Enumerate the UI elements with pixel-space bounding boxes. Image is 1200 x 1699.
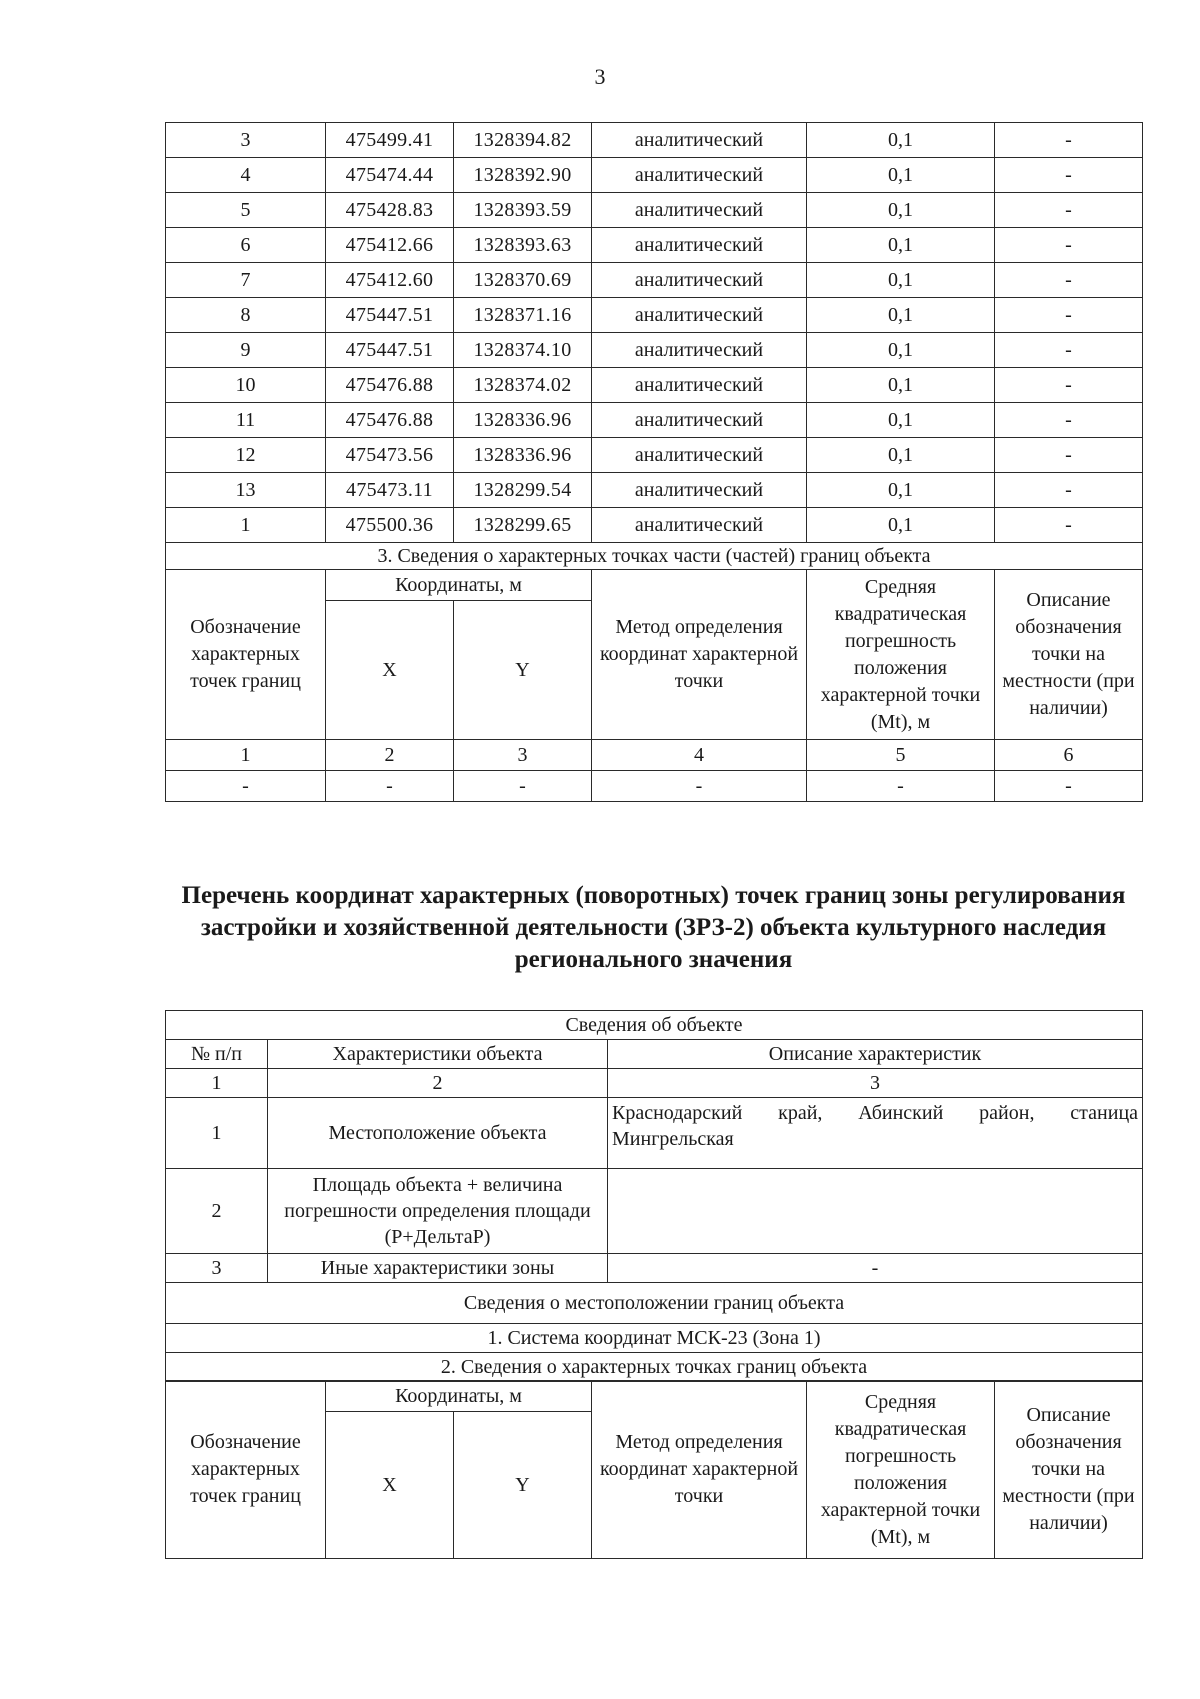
coord-y: 1328336.96 xyxy=(454,438,592,473)
point-description: - xyxy=(995,158,1143,193)
point-description: - xyxy=(995,123,1143,158)
dash-cell: - xyxy=(807,771,995,802)
col-num-header: № п/п xyxy=(166,1040,268,1069)
mt-value: 0,1 xyxy=(807,333,995,368)
method: аналитический xyxy=(592,298,807,333)
header-error: Средняя квадратическая погрешность положения характерной точки (Mt), м xyxy=(807,570,995,740)
location-title-row xyxy=(166,1283,1143,1324)
mt-value: 0,1 xyxy=(807,193,995,228)
point-number: 11 xyxy=(166,403,326,438)
header-designation: Обозначение характерных точек границ xyxy=(166,1381,326,1559)
coord-y: 1328299.65 xyxy=(454,508,592,543)
method: аналитический xyxy=(592,508,807,543)
mt-value: 0,1 xyxy=(807,158,995,193)
point-number: 9 xyxy=(166,333,326,368)
row-characteristic: Местоположение объекта xyxy=(268,1098,608,1169)
section-heading: Перечень координат характерных (поворотных) точек границ зоны регулирования застройки и хозяйственной деятельности (ЗРЗ-2) объекта культурного наследия регионального значения xyxy=(181,882,1126,973)
coord-x: 475447.51 xyxy=(326,298,454,333)
index-cell: 6 xyxy=(995,740,1143,771)
method: аналитический xyxy=(592,228,807,263)
points-title-row xyxy=(166,1353,1143,1382)
dash-cell: - xyxy=(592,771,807,802)
coord-x: 475476.88 xyxy=(326,368,454,403)
index-cell: 5 xyxy=(807,740,995,771)
table-row xyxy=(166,333,1143,368)
table-row xyxy=(166,368,1143,403)
coord-x: 475476.88 xyxy=(326,403,454,438)
coord-y: 1328394.82 xyxy=(454,123,592,158)
object-index-row xyxy=(166,1069,1143,1098)
index-cell: 3 xyxy=(608,1069,1143,1098)
mt-value: 0,1 xyxy=(807,438,995,473)
points-header-table xyxy=(165,1380,1143,1559)
header-method: Метод определения координат характерной точки xyxy=(592,1381,807,1559)
mt-value: 0,1 xyxy=(807,263,995,298)
point-description: - xyxy=(995,368,1143,403)
coord-y: 1328371.16 xyxy=(454,298,592,333)
row-number: 1 xyxy=(166,1098,268,1169)
coord-x: 475473.56 xyxy=(326,438,454,473)
dash-cell: - xyxy=(166,771,326,802)
mt-value: 0,1 xyxy=(807,403,995,438)
coord-y: 1328393.59 xyxy=(454,193,592,228)
point-description: - xyxy=(995,403,1143,438)
row-characteristic: Площадь объекта + величина погрешности определения площади (P+ДельтаP) xyxy=(268,1169,608,1254)
header-method: Метод определения координат характерной точки xyxy=(592,570,807,740)
header-y: Y xyxy=(454,601,592,740)
coord-y: 1328374.10 xyxy=(454,333,592,368)
table-row xyxy=(166,158,1143,193)
point-description: - xyxy=(995,333,1143,368)
method: аналитический xyxy=(592,368,807,403)
table-row xyxy=(166,298,1143,333)
point-description: - xyxy=(995,263,1143,298)
mt-value: 0,1 xyxy=(807,473,995,508)
coord-x: 475412.60 xyxy=(326,263,454,298)
row-description: - xyxy=(608,1254,1143,1283)
point-number: 12 xyxy=(166,438,326,473)
point-number: 3 xyxy=(166,123,326,158)
mt-value: 0,1 xyxy=(807,508,995,543)
table-row xyxy=(166,123,1143,158)
header-description: Описание обозначения точки на местности (при наличии) xyxy=(995,570,1143,740)
index-cell: 2 xyxy=(326,740,454,771)
mt-value: 0,1 xyxy=(807,228,995,263)
table-row xyxy=(166,473,1143,508)
object-header-row xyxy=(166,1040,1143,1069)
coord-x: 475500.36 xyxy=(326,508,454,543)
point-number: 8 xyxy=(166,298,326,333)
point-number: 6 xyxy=(166,228,326,263)
coordinates-table xyxy=(165,122,1143,802)
method: аналитический xyxy=(592,403,807,438)
point-number: 10 xyxy=(166,368,326,403)
object-row-other xyxy=(166,1254,1143,1283)
method: аналитический xyxy=(592,193,807,228)
object-row-location xyxy=(166,1098,1143,1169)
location-title: Сведения о местоположении границ объекта xyxy=(166,1283,1143,1324)
coord-y: 1328370.69 xyxy=(454,263,592,298)
index-cell: 3 xyxy=(454,740,592,771)
header-designation: Обозначение характерных точек границ xyxy=(166,570,326,740)
coord-x: 475474.44 xyxy=(326,158,454,193)
dash-cell: - xyxy=(995,771,1143,802)
index-cell: 4 xyxy=(592,740,807,771)
coordinate-system: 1. Система координат МСК-23 (Зона 1) xyxy=(166,1324,1143,1353)
dash-cell: - xyxy=(326,771,454,802)
object-title: Сведения об объекте xyxy=(166,1011,1143,1040)
section-3-title-row xyxy=(166,543,1143,570)
points-header-row xyxy=(166,1381,1143,1412)
mt-value: 0,1 xyxy=(807,368,995,403)
table-row xyxy=(166,438,1143,473)
mt-value: 0,1 xyxy=(807,298,995,333)
header-x: X xyxy=(326,1412,454,1559)
table-row xyxy=(166,263,1143,298)
coord-x: 475412.66 xyxy=(326,228,454,263)
point-description: - xyxy=(995,193,1143,228)
point-number: 5 xyxy=(166,193,326,228)
system-row xyxy=(166,1324,1143,1353)
coord-y: 1328393.63 xyxy=(454,228,592,263)
coord-y: 1328374.02 xyxy=(454,368,592,403)
point-description: - xyxy=(995,473,1143,508)
row-number: 2 xyxy=(166,1169,268,1254)
point-description: - xyxy=(995,228,1143,263)
index-row xyxy=(166,740,1143,771)
col-char-header: Характеристики объекта xyxy=(268,1040,608,1069)
row-characteristic: Иные характеристики зоны xyxy=(268,1254,608,1283)
method: аналитический xyxy=(592,438,807,473)
coord-x: 475499.41 xyxy=(326,123,454,158)
method: аналитический xyxy=(592,473,807,508)
coord-y: 1328336.96 xyxy=(454,403,592,438)
table-row xyxy=(166,193,1143,228)
section-3-title: 3. Сведения о характерных точках части (частей) границ объекта xyxy=(166,543,1143,570)
point-number: 13 xyxy=(166,473,326,508)
point-number: 7 xyxy=(166,263,326,298)
method: аналитический xyxy=(592,158,807,193)
col-desc-header: Описание характеристик xyxy=(608,1040,1143,1069)
empty-row xyxy=(166,771,1143,802)
coord-y: 1328392.90 xyxy=(454,158,592,193)
point-number: 4 xyxy=(166,158,326,193)
header-description: Описание обозначения точки на местности (при наличии) xyxy=(995,1381,1143,1559)
coord-x: 475447.51 xyxy=(326,333,454,368)
dash-cell: - xyxy=(454,771,592,802)
header-coordinates: Координаты, м xyxy=(326,1381,592,1412)
method: аналитический xyxy=(592,333,807,368)
mt-value: 0,1 xyxy=(807,123,995,158)
object-info-table xyxy=(165,1010,1143,1382)
table-row xyxy=(166,403,1143,438)
header-coordinates: Координаты, м xyxy=(326,570,592,601)
coord-x: 475473.11 xyxy=(326,473,454,508)
method: аналитический xyxy=(592,263,807,298)
point-number: 1 xyxy=(166,508,326,543)
object-title-row xyxy=(166,1011,1143,1040)
header-row xyxy=(166,570,1143,601)
point-description: - xyxy=(995,438,1143,473)
coord-y: 1328299.54 xyxy=(454,473,592,508)
header-y: Y xyxy=(454,1412,592,1559)
point-description: - xyxy=(995,298,1143,333)
table-row xyxy=(166,228,1143,263)
index-cell: 1 xyxy=(166,740,326,771)
coord-x: 475428.83 xyxy=(326,193,454,228)
object-row-area xyxy=(166,1169,1143,1254)
index-cell: 1 xyxy=(166,1069,268,1098)
header-error: Средняя квадратическая погрешность положения характерной точки (Mt), м xyxy=(807,1381,995,1559)
row-description xyxy=(608,1169,1143,1254)
row-description: Краснодарский край, Абинский район, станица Мингрельская xyxy=(608,1098,1143,1169)
method: аналитический xyxy=(592,123,807,158)
row-number: 3 xyxy=(166,1254,268,1283)
table-row xyxy=(166,508,1143,543)
points-title: 2. Сведения о характерных точках границ объекта xyxy=(166,1353,1143,1382)
point-description: - xyxy=(995,508,1143,543)
header-x: X xyxy=(326,601,454,740)
page-number: 3 xyxy=(594,64,606,89)
index-cell: 2 xyxy=(268,1069,608,1098)
